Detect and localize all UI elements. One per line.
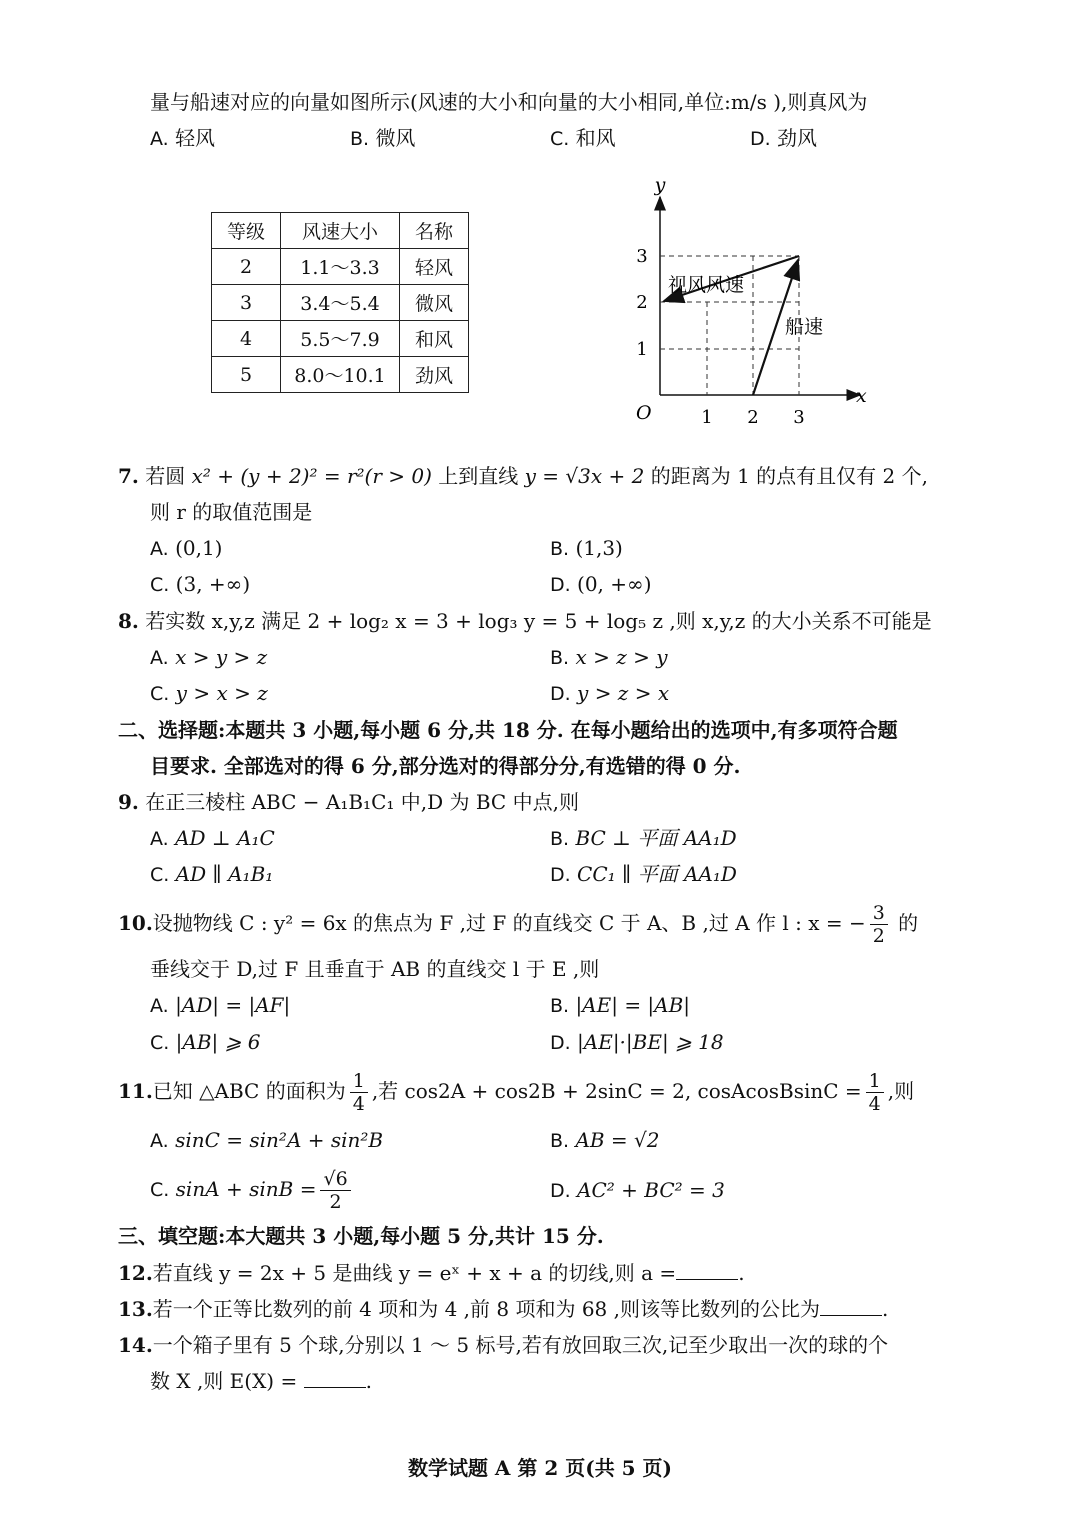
- y-tick-label: 1: [636, 339, 648, 360]
- table-cell: 劲风: [400, 357, 469, 393]
- wind-scale-table: [211, 212, 469, 393]
- table-header-row: [212, 213, 469, 249]
- vector-diagram: [620, 175, 880, 435]
- q7-line1: 7. 若圆 x² + (y + 2)² = r²(r > 0) 上到直线 y = √3x + 2 的距离为 1 的点有且仅有 2 个,: [118, 464, 928, 488]
- q7-option-c: C. (3, +∞): [150, 572, 251, 596]
- y-axis-label: y: [654, 175, 666, 196]
- q6-stem-tail: 量与船速对应的向量如图所示(风速的大小和向量的大小相同,单位:m/s ),则真风为: [150, 90, 868, 114]
- q10-fraction: $\frac{3}{2}$: [870, 902, 888, 947]
- q10-line2: 垂线交于 D,过 F 且垂直于 AB 的直线交 l 于 E ,则: [150, 957, 600, 981]
- q10-option-c: C. |AB| ⩾ 6: [150, 1030, 261, 1054]
- q9-option-c: C. AD ∥ A₁B₁: [150, 862, 274, 886]
- table-header-cell: 等级: [212, 213, 281, 249]
- apparent-wind-label: 视风风速: [668, 274, 745, 296]
- table-cell: 5.5～7.9: [281, 321, 400, 357]
- table-cell: 和风: [400, 321, 469, 357]
- q11-option-c: C. sinA + sinB = $\frac{√6}{2}$: [150, 1164, 355, 1215]
- table-cell: 8.0～10.1: [281, 357, 400, 393]
- x-tick-label: 2: [747, 407, 759, 428]
- q11-stem: 11.已知 △ABC 的面积为 $\frac{1}{4}$ ,若 cos2A + cos2B + 2sinC = 2, cosAcosBsinC = $\frac{1}{4}$ ,则: [118, 1070, 915, 1115]
- q11-option-d: D. AC² + BC² = 3: [550, 1178, 725, 1202]
- q6-option-a: A. 轻风: [150, 126, 216, 150]
- x-tick-label: 1: [701, 407, 713, 428]
- q7-line2: 则 r 的取值范围是: [150, 500, 313, 524]
- table-cell: 微风: [400, 285, 469, 321]
- q10-stem: 10.设抛物线 C : y² = 6x 的焦点为 F ,过 F 的直线交 C 于 A、B ,过 A 作 l : x = − $\frac{3}{2}$ 的: [118, 902, 919, 947]
- q8-option-d: D. y > z > x: [550, 681, 670, 705]
- section2-heading: 二、选择题:本题共 3 小题,每小题 6 分,共 18 分. 在每小题给出的选项中,有多项符合题: [118, 718, 898, 742]
- table-header-cell: 风速大小: [281, 213, 400, 249]
- q8-option-a: A. x > y > z: [150, 645, 268, 669]
- y-tick-label: 2: [636, 292, 648, 313]
- q8-option-c: C. y > x > z: [150, 681, 268, 705]
- table-cell: 3.4～5.4: [281, 285, 400, 321]
- q8-option-b: B. x > z > y: [550, 645, 668, 669]
- q12-stem: 12.若直线 y = 2x + 5 是曲线 y = eˣ + x + a 的切线,则 a = .: [118, 1261, 745, 1285]
- ship-speed-label: 船速: [785, 316, 824, 338]
- q14-line2: 数 X ,则 E(X) = .: [150, 1369, 372, 1393]
- page-footer: 数学试题 A 第 2 页(共 5 页): [407, 1456, 673, 1480]
- x-axis-label: x: [856, 385, 867, 407]
- y-tick-label: 3: [636, 246, 648, 267]
- q6-option-c: C. 和风: [550, 126, 616, 150]
- q11-area-fraction: $\frac{1}{4}$: [350, 1070, 368, 1115]
- answer-blank[interactable]: [304, 1367, 366, 1388]
- q13-stem: 13.若一个正等比数列的前 4 项和为 4 ,前 8 项和为 68 ,则该等比数列的公比为 .: [118, 1297, 889, 1321]
- table-header-cell: 名称: [400, 213, 469, 249]
- origin-label: O: [636, 402, 652, 424]
- section3-heading: 三、填空题:本大题共 3 小题,每小题 5 分,共计 15 分.: [118, 1224, 604, 1248]
- q11-option-a: A. sinC = sin²A + sin²B: [150, 1128, 384, 1152]
- q11-rhs-fraction: $\frac{1}{4}$: [866, 1070, 884, 1115]
- q9-option-d: D. CC₁ ∥ 平面 AA₁D: [550, 862, 737, 886]
- q11-option-c-fraction: $\frac{√6}{2}$: [320, 1168, 350, 1213]
- table-cell: 1.1～3.3: [281, 249, 400, 285]
- table-row: [212, 321, 469, 357]
- q7-option-a: A. (0,1): [150, 536, 223, 560]
- table-cell: 2: [212, 249, 281, 285]
- table-cell: 轻风: [400, 249, 469, 285]
- table-cell: 5: [212, 357, 281, 393]
- q10-option-a: A. |AD| = |AF|: [150, 993, 291, 1017]
- answer-blank[interactable]: [820, 1295, 882, 1316]
- table-row: [212, 357, 469, 393]
- q7-option-d: D. (0, +∞): [550, 572, 652, 596]
- answer-blank[interactable]: [676, 1259, 738, 1280]
- q8-stem: 8. 若实数 x,y,z 满足 2 + log₂ x = 3 + log₃ y = 5 + log₅ z ,则 x,y,z 的大小关系不可能是: [118, 609, 932, 633]
- q9-option-a: A. AD ⊥ A₁C: [150, 826, 275, 850]
- q6-option-d: D. 劲风: [750, 126, 818, 150]
- q10-option-d: D. |AE|·|BE| ⩾ 18: [550, 1030, 724, 1054]
- q9-option-b: B. BC ⊥ 平面 AA₁D: [550, 826, 737, 850]
- q7-option-b: B. (1,3): [550, 536, 623, 560]
- table-row: [212, 249, 469, 285]
- x-tick-label: 3: [793, 407, 805, 428]
- section2-heading-cont: 目要求. 全部选对的得 6 分,部分选对的得部分分,有选错的得 0 分.: [150, 754, 741, 778]
- table-row: [212, 285, 469, 321]
- table-cell: 3: [212, 285, 281, 321]
- q10-option-b: B. |AE| = |AB|: [550, 993, 691, 1017]
- q6-option-b: B. 微风: [350, 126, 416, 150]
- q14-stem: 14.一个箱子里有 5 个球,分别以 1 ～ 5 标号,若有放回取三次,记至少取出一次的球的个: [118, 1333, 889, 1357]
- q7-number: 7.: [118, 464, 139, 488]
- table-cell: 4: [212, 321, 281, 357]
- q9-stem: 9. 在正三棱柱 ABC − A₁B₁C₁ 中,D 为 BC 中点,则: [118, 790, 579, 814]
- q11-option-b: B. AB = √2: [550, 1128, 660, 1152]
